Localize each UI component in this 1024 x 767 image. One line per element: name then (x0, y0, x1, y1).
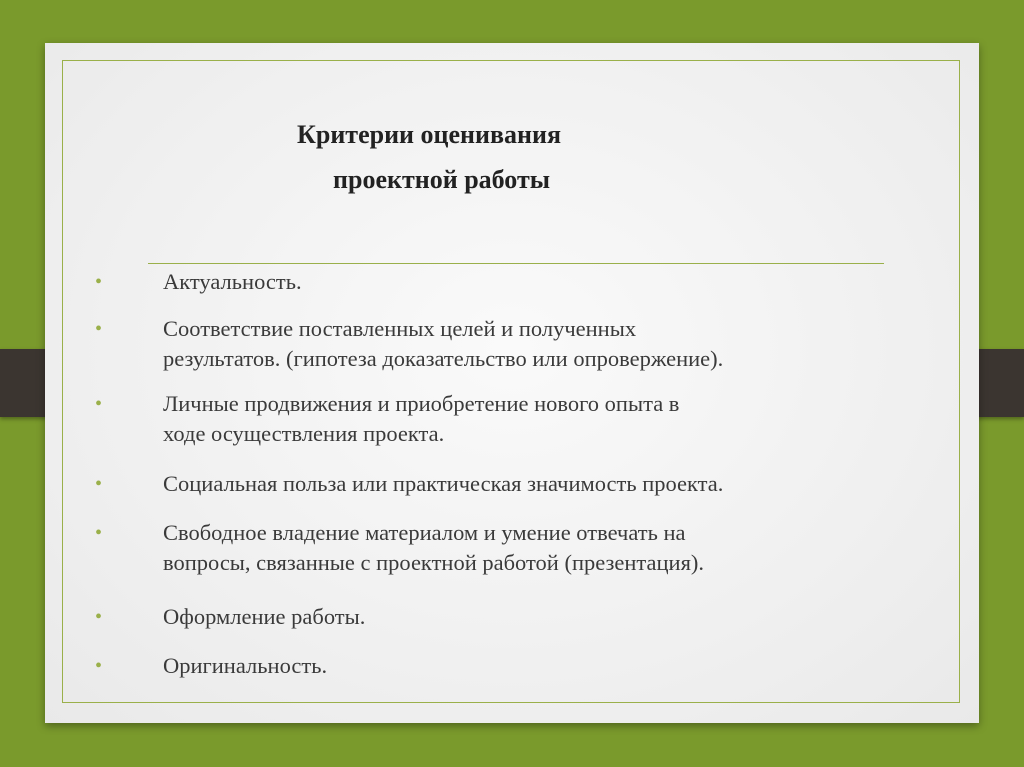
title-line-2: проектной работы (333, 165, 551, 194)
list-item-text: Личные продвижения и приобретение нового опыта в ходе осуществления проекта. (163, 391, 680, 446)
bullet-icon: • (95, 271, 103, 293)
bullet-icon: • (95, 393, 103, 415)
list-item-text: Оформление работы. (163, 604, 366, 629)
bullet-icon: • (95, 318, 103, 340)
slide-title (150, 112, 750, 202)
bullet-icon: • (95, 606, 103, 628)
title-divider (148, 263, 884, 264)
bullet-icon: • (95, 473, 103, 495)
list-item-text: Соответствие поставленных целей и полученных результатов. (гипотеза доказательство или опровержение). (163, 316, 724, 371)
list-item-text: Социальная польза или практическая значимость проекта. (163, 471, 724, 496)
title-line-1: Критерии оценивания (297, 120, 562, 149)
list-item-text: Оригинальность. (163, 653, 328, 678)
bullet-icon: • (95, 655, 103, 677)
list-item-text: Актуальность. (163, 269, 302, 294)
bullet-icon: • (95, 522, 103, 544)
list-item-text: Свободное владение материалом и умение отвечать на вопросы, связанные с проектной работой (презентация). (163, 520, 705, 575)
